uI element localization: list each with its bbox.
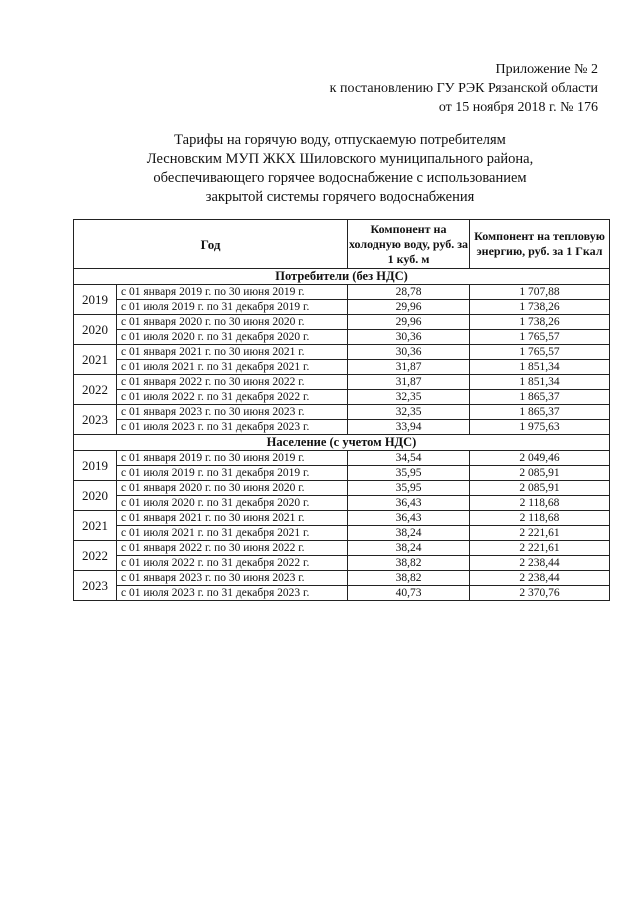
heat-energy-cell: 2 221,61 xyxy=(470,526,610,541)
table-row xyxy=(74,586,610,601)
cold-water-cell: 31,87 xyxy=(348,375,470,390)
period-cell: с 01 июля 2019 г. по 31 декабря 2019 г. xyxy=(117,466,348,481)
year-cell: 2020 xyxy=(74,315,117,345)
period-cell: с 01 июля 2020 г. по 31 декабря 2020 г. xyxy=(117,496,348,511)
cold-water-cell: 31,87 xyxy=(348,360,470,375)
period-cell: с 01 января 2020 г. по 30 июня 2020 г. xyxy=(117,315,348,330)
period-cell: с 01 января 2023 г. по 30 июня 2023 г. xyxy=(117,405,348,420)
cold-water-cell: 38,82 xyxy=(348,571,470,586)
cold-water-cell: 34,54 xyxy=(348,451,470,466)
table-row xyxy=(74,526,610,541)
heat-energy-cell: 1 765,57 xyxy=(470,345,610,360)
table-row xyxy=(74,496,610,511)
heat-energy-cell: 2 085,91 xyxy=(470,466,610,481)
period-cell: с 01 июля 2019 г. по 31 декабря 2019 г. xyxy=(117,300,348,315)
period-cell: с 01 июля 2021 г. по 31 декабря 2021 г. xyxy=(117,360,348,375)
heat-energy-cell: 2 049,46 xyxy=(470,451,610,466)
heat-energy-cell: 1 851,34 xyxy=(470,375,610,390)
cold-water-cell: 35,95 xyxy=(348,481,470,496)
cold-water-cell: 33,94 xyxy=(348,420,470,435)
appendix-date: от 15 ноября 2018 г. № 176 xyxy=(438,100,598,115)
cold-water-cell: 35,95 xyxy=(348,466,470,481)
section-title: Население (с учетом НДС) xyxy=(74,435,610,451)
period-cell: с 01 июля 2020 г. по 31 декабря 2020 г. xyxy=(117,330,348,345)
cold-water-cell: 32,35 xyxy=(348,390,470,405)
year-cell: 2020 xyxy=(74,481,117,511)
heat-energy-cell: 2 118,68 xyxy=(470,496,610,511)
table-row xyxy=(74,556,610,571)
heat-energy-cell: 1 975,63 xyxy=(470,420,610,435)
appendix-resolution: к постановлению ГУ РЭК Рязанской области xyxy=(329,81,598,96)
title-line: Лесновским МУП ЖКХ Шиловского муниципального района, xyxy=(146,151,534,167)
cold-water-cell: 38,24 xyxy=(348,541,470,556)
table-row xyxy=(74,451,610,466)
heat-energy-cell: 1 765,57 xyxy=(470,330,610,345)
table-row xyxy=(74,405,610,420)
cold-water-cell: 38,24 xyxy=(348,526,470,541)
heat-energy-cell: 1 865,37 xyxy=(470,405,610,420)
section-row xyxy=(74,435,610,451)
heat-energy-cell: 2 370,76 xyxy=(470,586,610,601)
table-row xyxy=(74,375,610,390)
cold-water-cell: 29,96 xyxy=(348,300,470,315)
period-cell: с 01 января 2019 г. по 30 июня 2019 г. xyxy=(117,451,348,466)
cold-water-cell: 28,78 xyxy=(348,285,470,300)
table-row xyxy=(74,571,610,586)
document-title xyxy=(60,131,620,207)
heat-energy-cell: 2 221,61 xyxy=(470,541,610,556)
period-cell: с 01 января 2019 г. по 30 июня 2019 г. xyxy=(117,285,348,300)
column-header-heat-energy: Компонент на тепловую энергию, руб. за 1 Гкал xyxy=(470,220,610,269)
year-cell: 2023 xyxy=(74,405,117,435)
cold-water-cell: 32,35 xyxy=(348,405,470,420)
table-row xyxy=(74,420,610,435)
year-cell: 2019 xyxy=(74,285,117,315)
heat-energy-cell: 1 738,26 xyxy=(470,315,610,330)
cold-water-cell: 30,36 xyxy=(348,345,470,360)
cold-water-cell: 30,36 xyxy=(348,330,470,345)
heat-energy-cell: 2 238,44 xyxy=(470,571,610,586)
table-row xyxy=(74,345,610,360)
period-cell: с 01 июля 2021 г. по 31 декабря 2021 г. xyxy=(117,526,348,541)
table-row xyxy=(74,285,610,300)
table-row xyxy=(74,541,610,556)
table-row xyxy=(74,360,610,375)
section-row xyxy=(74,269,610,285)
period-cell: с 01 января 2021 г. по 30 июня 2021 г. xyxy=(117,511,348,526)
table-row xyxy=(74,466,610,481)
table-row xyxy=(74,330,610,345)
period-cell: с 01 января 2022 г. по 30 июня 2022 г. xyxy=(117,541,348,556)
heat-energy-cell: 2 085,91 xyxy=(470,481,610,496)
heat-energy-cell: 1 865,37 xyxy=(470,390,610,405)
heat-energy-cell: 2 118,68 xyxy=(470,511,610,526)
appendix-number: Приложение № 2 xyxy=(495,62,598,77)
heat-energy-cell: 2 238,44 xyxy=(470,556,610,571)
section-title: Потребители (без НДС) xyxy=(74,269,610,285)
period-cell: с 01 июля 2023 г. по 31 декабря 2023 г. xyxy=(117,420,348,435)
table-row xyxy=(74,315,610,330)
cold-water-cell: 36,43 xyxy=(348,511,470,526)
table-row xyxy=(74,511,610,526)
cold-water-cell: 40,73 xyxy=(348,586,470,601)
title-line: обеспечивающего горячее водоснабжение с использованием xyxy=(153,170,527,186)
table-header-row xyxy=(74,220,610,269)
year-cell: 2021 xyxy=(74,345,117,375)
period-cell: с 01 января 2022 г. по 30 июня 2022 г. xyxy=(117,375,348,390)
column-header-year: Год xyxy=(74,220,348,269)
tariffs-table xyxy=(73,219,610,601)
cold-water-cell: 38,82 xyxy=(348,556,470,571)
table-row xyxy=(74,481,610,496)
year-cell: 2022 xyxy=(74,541,117,571)
period-cell: с 01 июля 2023 г. по 31 декабря 2023 г. xyxy=(117,586,348,601)
heat-energy-cell: 1 707,88 xyxy=(470,285,610,300)
year-cell: 2023 xyxy=(74,571,117,601)
period-cell: с 01 июля 2022 г. по 31 декабря 2022 г. xyxy=(117,556,348,571)
table-row xyxy=(74,390,610,405)
year-cell: 2019 xyxy=(74,451,117,481)
title-line: Тарифы на горячую воду, отпускаемую потребителям xyxy=(174,132,506,148)
period-cell: с 01 января 2021 г. по 30 июня 2021 г. xyxy=(117,345,348,360)
table-row xyxy=(74,300,610,315)
period-cell: с 01 января 2023 г. по 30 июня 2023 г. xyxy=(117,571,348,586)
period-cell: с 01 июля 2022 г. по 31 декабря 2022 г. xyxy=(117,390,348,405)
cold-water-cell: 36,43 xyxy=(348,496,470,511)
heat-energy-cell: 1 851,34 xyxy=(470,360,610,375)
column-header-cold-water: Компонент на холодную воду, руб. за 1 куб. м xyxy=(348,220,470,269)
title-line: закрытой системы горячего водоснабжения xyxy=(205,189,475,205)
appendix-header xyxy=(330,60,598,117)
period-cell: с 01 января 2020 г. по 30 июня 2020 г. xyxy=(117,481,348,496)
heat-energy-cell: 1 738,26 xyxy=(470,300,610,315)
cold-water-cell: 29,96 xyxy=(348,315,470,330)
year-cell: 2022 xyxy=(74,375,117,405)
year-cell: 2021 xyxy=(74,511,117,541)
